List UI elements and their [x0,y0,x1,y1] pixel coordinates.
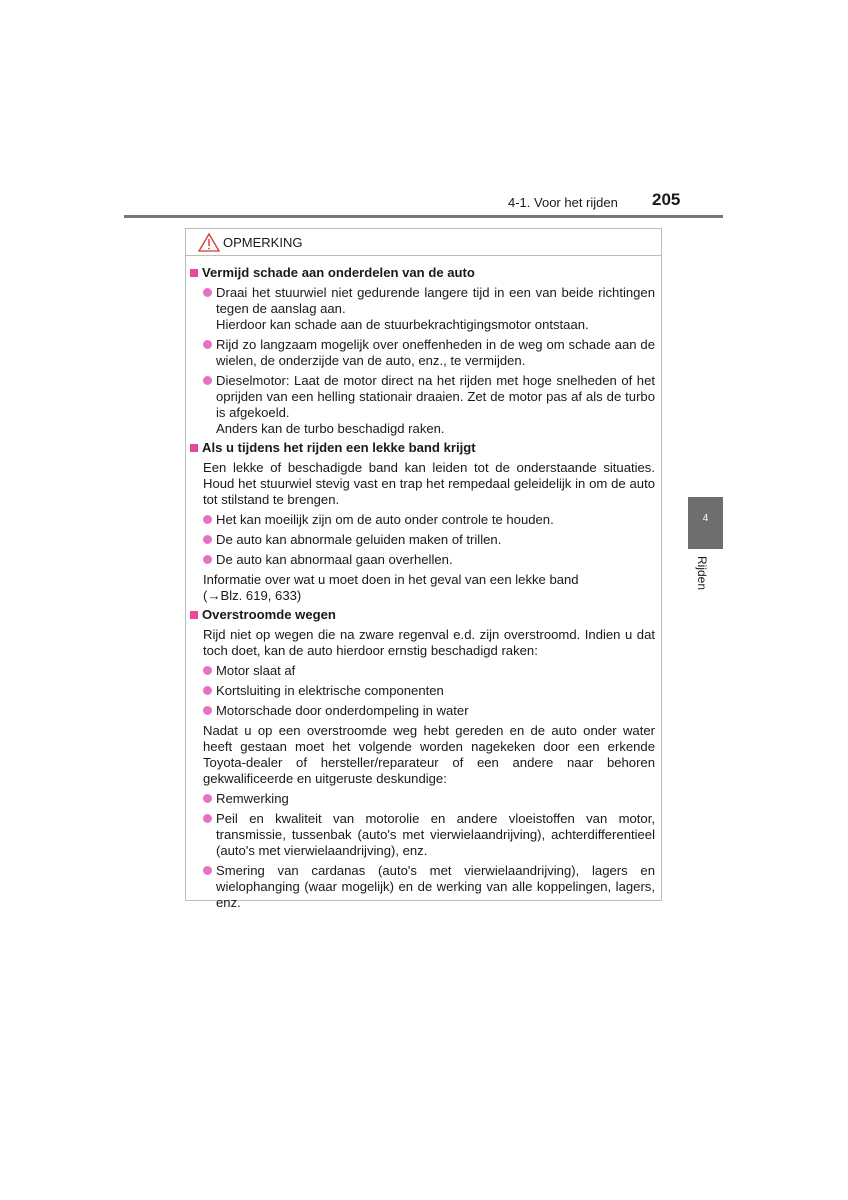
bullet-text: De auto kan abnormaal gaan overhellen. [216,552,453,567]
round-bullet-icon [203,555,212,564]
list-item [203,663,655,679]
list-item [203,552,655,568]
list-item [203,863,655,911]
page-number: 205 [652,190,681,209]
round-bullet-icon [203,794,212,803]
round-bullet-icon [203,666,212,675]
round-bullet-icon [203,515,212,524]
list-item [203,285,655,333]
round-bullet-icon [203,288,212,297]
notice-body [186,256,661,911]
list-item [203,811,655,859]
paragraph [203,572,655,604]
section-heading [190,440,655,456]
notice-box [185,228,662,910]
section-title-text: Vermijd schade aan onderdelen van de auto [202,265,475,280]
list-item [203,337,655,369]
bullet-text-extra: Anders kan de turbo beschadigd raken. [216,421,445,436]
chapter-label: Rijden [695,556,709,591]
bullet-text: Smering van cardanas (auto's met vierwielaandrijving), lagers en wielophanging (waar mogelijk) en de werking van alle koppelingen, lagers, enz. [216,863,655,910]
paragraph: Een lekke of beschadigde band kan leiden tot de onderstaande situaties. Houd het stuurwiel stevig vast en trap het rempedaal geleidelijk in om de auto tot stilstand te brengen. [203,460,655,507]
bullet-text: Draai het stuurwiel niet gedurende langere tijd in een van beide richtingen tegen de aanslag aan. [216,285,655,316]
bullet-text: De auto kan abnormale geluiden maken of trillen. [216,532,502,547]
bullet-text: Kortsluiting in elektrische componenten [216,683,444,698]
bullet-text: Rijd zo langzaam mogelijk over oneffenheden in de weg om schade aan de wielen, de onderzijde van de auto, enz., te vermijden. [216,337,655,368]
paragraph-line: Informatie over wat u moet doen in het geval van een lekke band [203,572,579,587]
round-bullet-icon [203,866,212,875]
notice-title: OPMERKING [223,234,303,250]
round-bullet-icon [203,340,212,349]
round-bullet-icon [203,376,212,385]
notice-header [186,229,661,256]
paragraph: Rijd niet op wegen die na zware regenval e.d. zijn overstroomd. Indien u dat toch doet, kan de auto hierdoor ernstig beschadigd raken: [203,627,655,658]
paragraph: Nadat u op een overstroomde weg hebt gereden en de auto onder water heeft gestaan moet het volgende worden nagekeken door een erkende Toyota-dealer of hersteller/reparateur of een andere naar behoren gekwalificeerde en uitgeruste deskundige: [203,723,655,786]
square-bullet-icon [190,611,198,619]
section-heading [190,607,655,623]
list-item [203,532,655,548]
header-section-title: 4-1. Voor het rijden [508,195,618,210]
section-title-text: Overstroomde wegen [202,607,336,622]
bullet-text: Remwerking [216,791,289,806]
section-heading [190,265,655,281]
bullet-text-extra: Hierdoor kan schade aan de stuurbekrachtigingsmotor ontstaan. [216,317,589,332]
round-bullet-icon [203,686,212,695]
bullet-text: Motor slaat af [216,663,296,678]
list-item [203,791,655,807]
square-bullet-icon [190,444,198,452]
list-item [203,373,655,437]
bullet-text: Peil en kwaliteit van motorolie en andere vloeistoffen van motor, transmissie, tussenbak (auto's met vierwielaandrijving), achterdifferentieel (auto's met vierwielaandrijving), enz. [216,811,655,858]
bullet-text: Dieselmotor: Laat de motor direct na het rijden met hoge snelheden of het oprijden van een helling stationair draaien. Zet de motor pas af als de turbo is afgekoeld. [216,373,655,420]
list-item [203,683,655,699]
warning-triangle-icon [198,233,220,252]
page-reference-link[interactable]: (→Blz. 619, 633) [203,588,302,603]
square-bullet-icon [190,269,198,277]
section-title-text: Als u tijdens het rijden een lekke band krijgt [202,440,476,455]
header-rule [124,215,723,218]
list-item [203,703,655,719]
bullet-text: Het kan moeilijk zijn om de auto onder controle te houden. [216,512,554,527]
list-item [203,512,655,528]
round-bullet-icon [203,535,212,544]
bullet-text: Motorschade door onderdompeling in water [216,703,469,718]
chapter-tab[interactable]: 4 [688,497,723,549]
round-bullet-icon [203,814,212,823]
round-bullet-icon [203,706,212,715]
